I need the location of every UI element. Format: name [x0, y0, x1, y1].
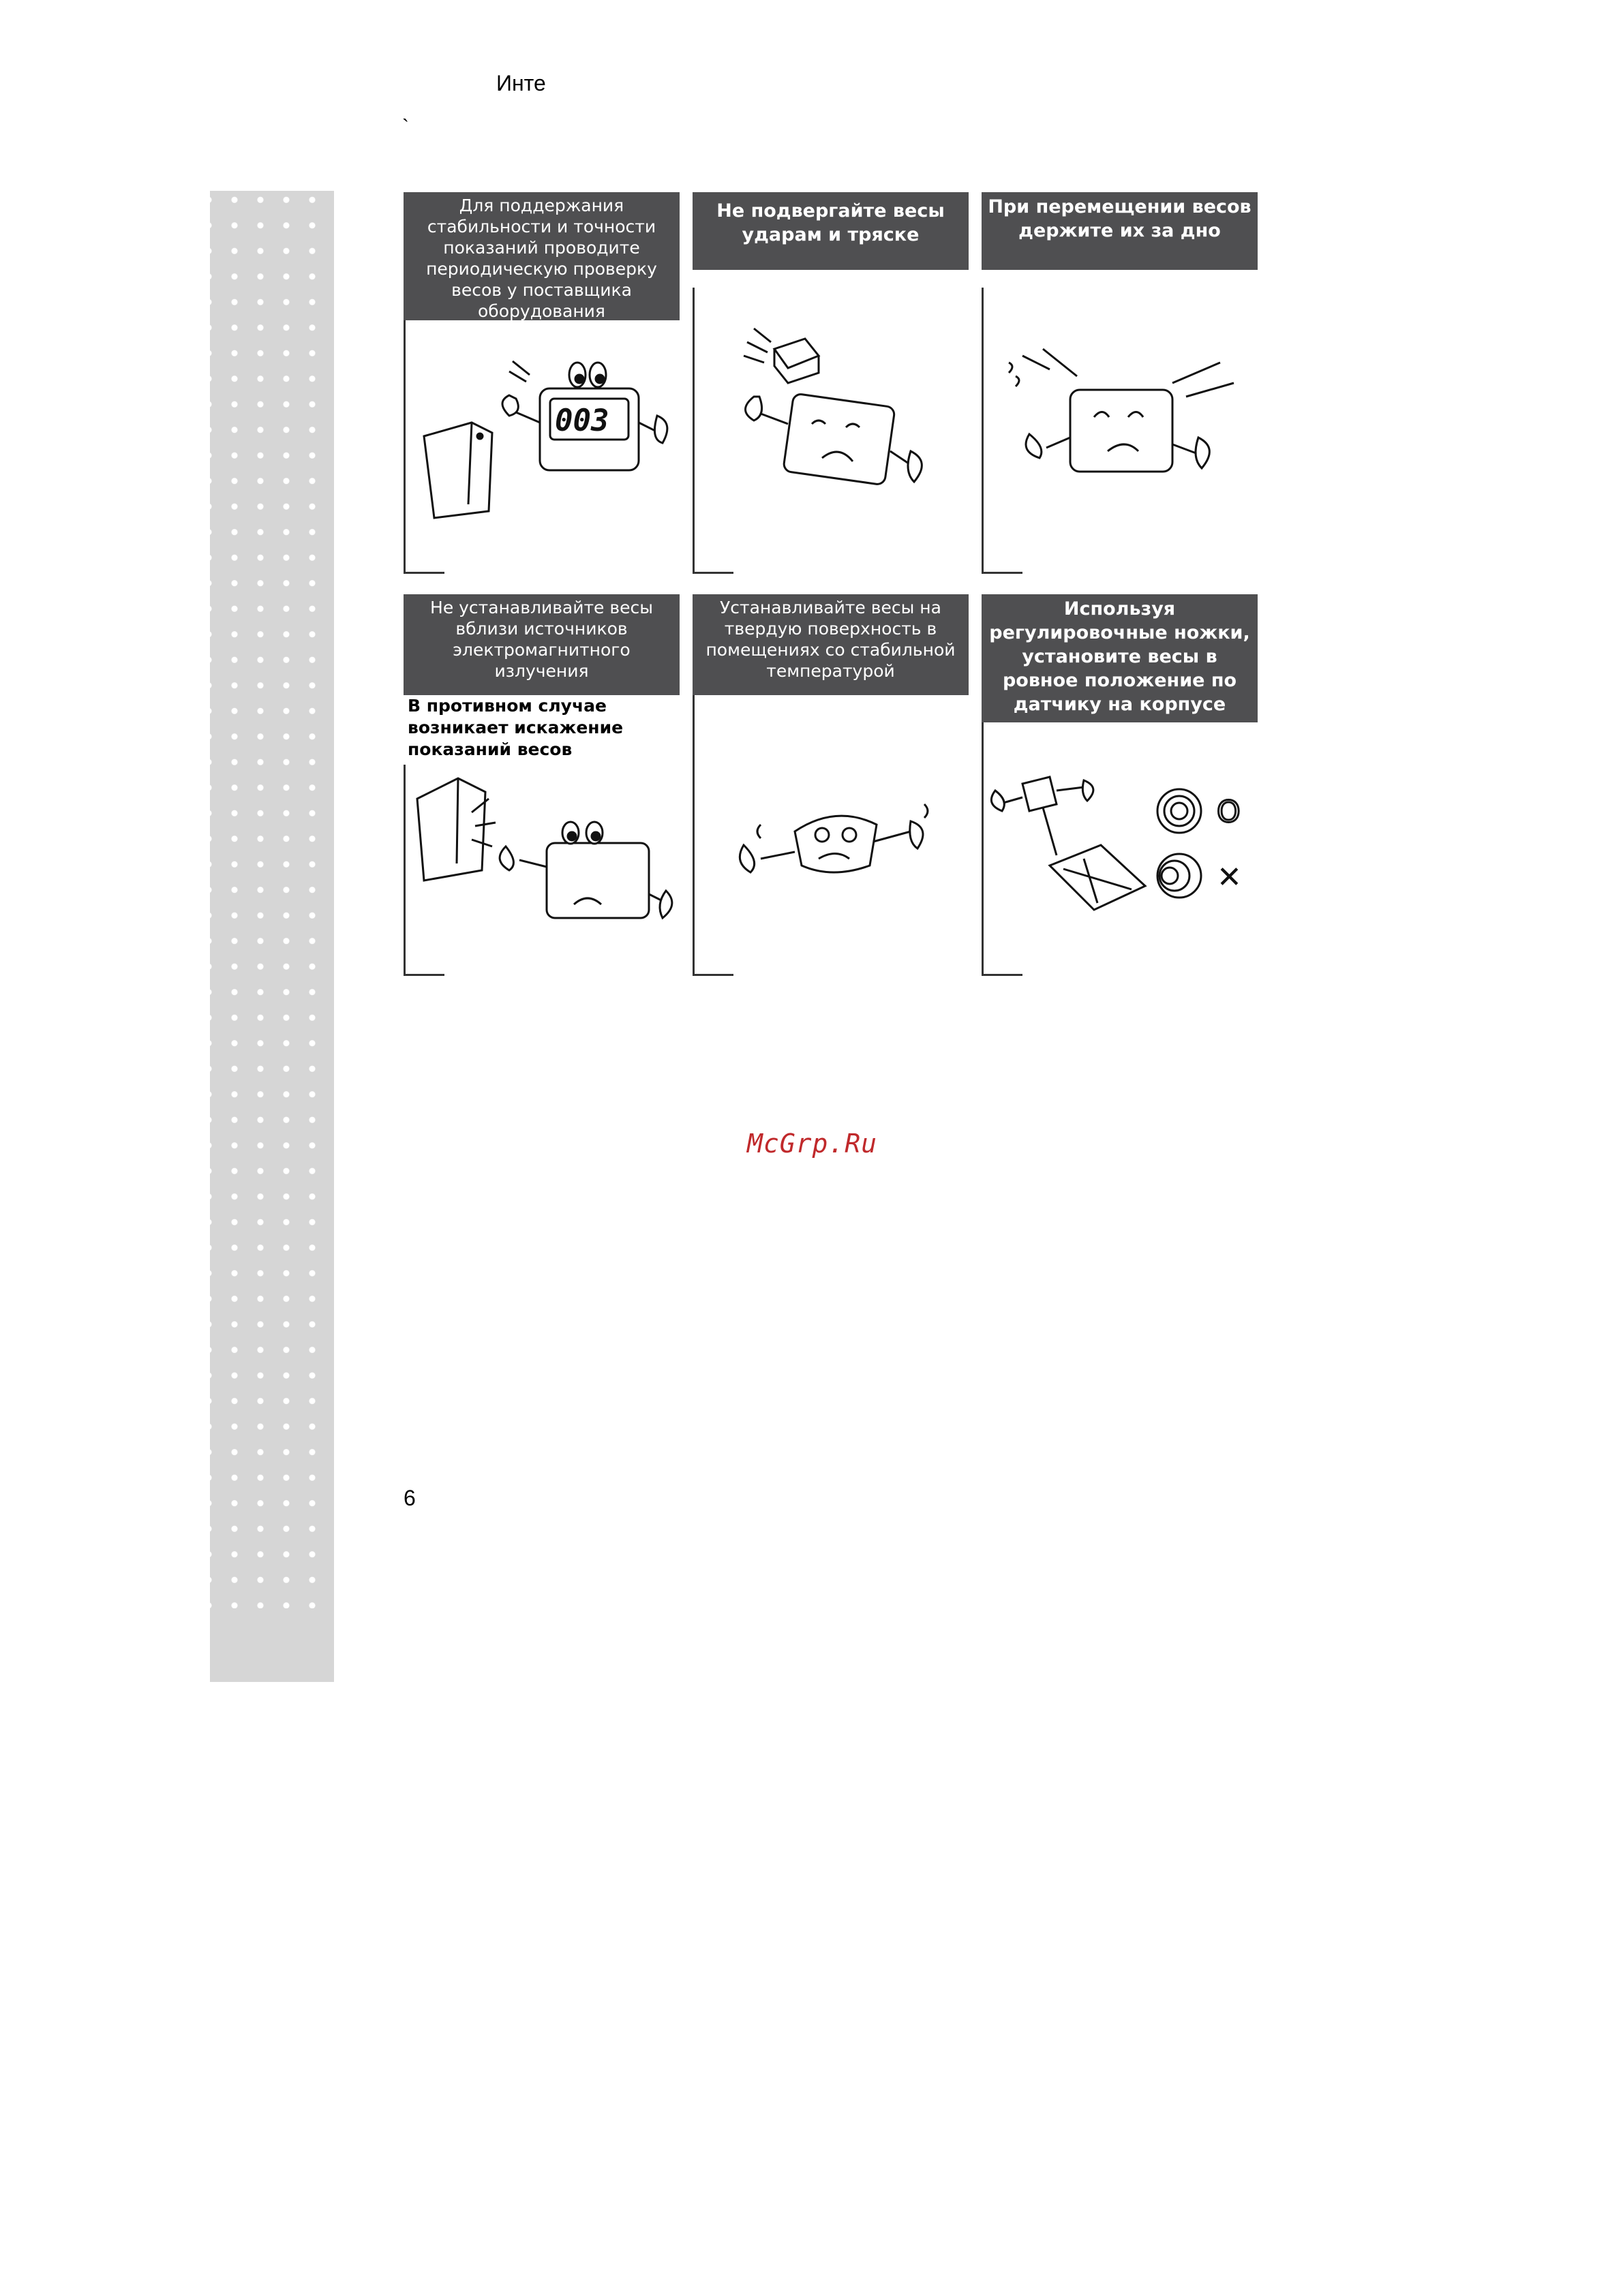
page-number: 6 [404, 1486, 416, 1510]
level-indicator-correct [1157, 789, 1241, 833]
panel-title: Устанавливайте весы на твердую поверхность в помещениях со стабильной температурой [693, 594, 969, 695]
panel-stable-surface [693, 594, 969, 976]
panel-leveling [982, 594, 1258, 976]
panel-title: При перемещении весов держите их за дно [982, 192, 1258, 270]
watermark: McGrp.Ru [747, 1129, 878, 1159]
shock-illustration [693, 288, 969, 574]
interference-illustration [404, 758, 680, 976]
side-dotted-strip [210, 191, 334, 1682]
panel-calibration [404, 192, 680, 574]
panel-no-shock [693, 192, 969, 574]
carry-illustration [982, 288, 1258, 574]
level-indicator-wrong [1157, 854, 1242, 898]
wrong-mark: ✕ [1217, 860, 1242, 895]
panel-carry [982, 192, 1258, 574]
panel-title: Не устанавливайте весы вблизи источников электромагнитного излучения [404, 594, 680, 695]
panel-title: Используя регулировочные ножки, установите весы в ровное положение по датчику на корпусе [982, 594, 1258, 722]
display-reading: 003 [555, 403, 609, 438]
panel-title: Не подвергайте весы ударам и тряске [693, 192, 969, 270]
calibration-illustration [404, 320, 680, 574]
temperature-illustration [693, 695, 969, 976]
leveling-illustration [982, 722, 1258, 976]
stray-mark: ` [402, 116, 409, 138]
panel-em-interference [404, 594, 680, 976]
running-header: Инте [496, 71, 546, 95]
warning-note: В противном случае возникает искажение показаний весов [408, 696, 624, 759]
panel-title: Для поддержания стабильности и точности показаний проводите периодическую проверку весов у поставщика оборудования [404, 192, 680, 320]
correct-mark: O [1217, 795, 1241, 829]
